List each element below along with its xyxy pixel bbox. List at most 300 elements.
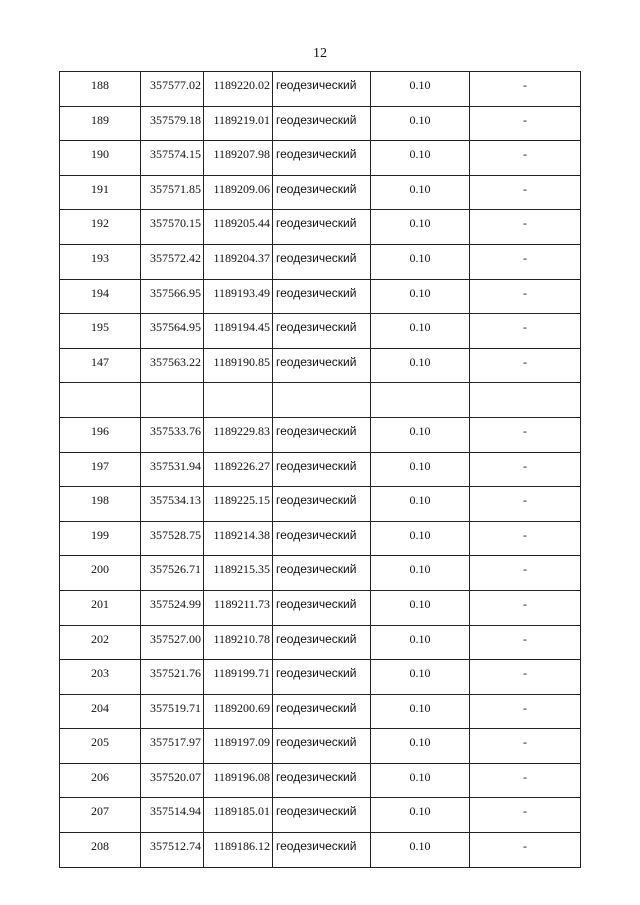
y-coordinate-cell	[204, 348, 273, 383]
method-cell-text: геодезический	[276, 735, 357, 750]
y-coordinate-cell	[204, 763, 273, 798]
accuracy-cell-text: 0.10	[409, 423, 431, 438]
x-coordinate-cell-text	[141, 383, 201, 389]
table-row	[60, 314, 581, 349]
x-coordinate-cell	[141, 279, 204, 314]
table-row	[60, 348, 581, 383]
x-coordinate-cell	[141, 72, 204, 107]
y-coordinate-cell-text: 1189215.35	[213, 562, 270, 577]
y-coordinate-cell-text: 1189229.83	[213, 423, 270, 438]
accuracy-cell	[371, 729, 470, 764]
description-cell-text	[470, 383, 580, 389]
y-coordinate-cell	[204, 625, 273, 660]
description-cell	[470, 314, 581, 349]
y-coordinate-cell-text: 1189211.73	[213, 596, 270, 611]
x-coordinate-cell	[141, 833, 204, 868]
point-number-cell	[60, 210, 141, 245]
y-coordinate-cell	[204, 833, 273, 868]
accuracy-cell	[371, 487, 470, 522]
accuracy-cell-text: 0.10	[409, 769, 431, 784]
method-cell-text	[276, 383, 370, 389]
coordinates-table	[59, 71, 581, 868]
y-coordinate-cell	[204, 521, 273, 556]
x-coordinate-cell-text: 357528.75	[150, 527, 201, 542]
point-number-cell	[60, 521, 141, 556]
accuracy-cell-text: 0.10	[409, 354, 431, 369]
method-cell-text: геодезический	[276, 562, 357, 577]
point-number-cell	[60, 729, 141, 764]
method-cell	[273, 279, 371, 314]
table-row	[60, 590, 581, 625]
x-coordinate-cell-text: 357524.99	[150, 596, 201, 611]
accuracy-cell	[371, 590, 470, 625]
method-cell	[273, 244, 371, 279]
x-coordinate-cell-text: 357579.18	[150, 112, 201, 127]
point-number-cell	[60, 660, 141, 695]
point-number-cell-text: 191	[91, 181, 109, 196]
point-number-cell-text: 204	[91, 700, 109, 715]
description-cell	[470, 487, 581, 522]
point-number-cell-text: 208	[91, 839, 109, 854]
description-cell	[470, 521, 581, 556]
x-coordinate-cell	[141, 625, 204, 660]
table-row	[60, 729, 581, 764]
description-cell	[470, 348, 581, 383]
table-row	[60, 141, 581, 176]
accuracy-cell	[371, 833, 470, 868]
method-cell	[273, 106, 371, 141]
x-coordinate-cell-text: 357514.94	[150, 804, 201, 819]
method-cell-text: геодезический	[276, 839, 357, 854]
y-coordinate-cell	[204, 660, 273, 695]
y-coordinate-cell	[204, 452, 273, 487]
point-number-cell-text: 192	[91, 216, 109, 231]
x-coordinate-cell	[141, 417, 204, 452]
description-cell	[470, 763, 581, 798]
x-coordinate-cell-text: 357526.71	[150, 562, 201, 577]
accuracy-cell	[371, 72, 470, 107]
x-coordinate-cell-text: 357520.07	[150, 769, 201, 784]
point-number-cell	[60, 383, 141, 418]
y-coordinate-cell	[204, 383, 273, 418]
table-row	[60, 798, 581, 833]
description-cell	[470, 729, 581, 764]
table-row	[60, 106, 581, 141]
x-coordinate-cell	[141, 590, 204, 625]
table-row	[60, 72, 581, 107]
y-coordinate-cell-text: 1189204.37	[213, 250, 270, 265]
x-coordinate-cell-text: 357564.95	[150, 320, 201, 335]
accuracy-cell-text: 0.10	[409, 216, 431, 231]
table-row	[60, 244, 581, 279]
description-cell-text: -	[523, 216, 527, 231]
x-coordinate-cell-text: 357534.13	[150, 493, 201, 508]
accuracy-cell-text: 0.10	[409, 493, 431, 508]
point-number-cell-text: 190	[91, 147, 109, 162]
y-coordinate-cell-text: 1189194.45	[213, 320, 270, 335]
point-number-cell	[60, 175, 141, 210]
x-coordinate-cell-text: 357533.76	[150, 423, 201, 438]
accuracy-cell	[371, 175, 470, 210]
x-coordinate-cell-text: 357574.15	[150, 147, 201, 162]
x-coordinate-cell	[141, 660, 204, 695]
description-cell-text: -	[523, 458, 527, 473]
accuracy-cell-text: 0.10	[409, 285, 431, 300]
point-number-cell-text: 202	[91, 631, 109, 646]
description-cell	[470, 660, 581, 695]
accuracy-cell	[371, 314, 470, 349]
description-cell	[470, 106, 581, 141]
accuracy-cell-text: 0.10	[409, 666, 431, 681]
table-row	[60, 487, 581, 522]
x-coordinate-cell-text: 357512.74	[150, 839, 201, 854]
point-number-cell	[60, 244, 141, 279]
method-cell	[273, 452, 371, 487]
y-coordinate-cell-text: 1189186.12	[213, 839, 270, 854]
x-coordinate-cell	[141, 210, 204, 245]
accuracy-cell	[371, 417, 470, 452]
point-number-cell-text	[60, 383, 140, 389]
description-cell-text: -	[523, 354, 527, 369]
y-coordinate-cell	[204, 314, 273, 349]
method-cell	[273, 798, 371, 833]
accuracy-cell	[371, 244, 470, 279]
point-number-cell	[60, 417, 141, 452]
point-number-cell	[60, 279, 141, 314]
description-cell	[470, 72, 581, 107]
accuracy-cell-text: 0.10	[409, 700, 431, 715]
method-cell-text: геодезический	[276, 527, 357, 542]
point-number-cell	[60, 141, 141, 176]
y-coordinate-cell	[204, 590, 273, 625]
method-cell-text: геодезический	[276, 354, 357, 369]
y-coordinate-cell-text: 1189200.69	[213, 700, 270, 715]
accuracy-cell-text: 0.10	[409, 839, 431, 854]
method-cell-text: геодезический	[276, 285, 357, 300]
accuracy-cell	[371, 521, 470, 556]
method-cell	[273, 556, 371, 591]
description-cell-text: -	[523, 493, 527, 508]
point-number-cell-text: 193	[91, 250, 109, 265]
point-number-cell	[60, 314, 141, 349]
description-cell	[470, 556, 581, 591]
x-coordinate-cell	[141, 348, 204, 383]
description-cell-text: -	[523, 735, 527, 750]
description-cell	[470, 625, 581, 660]
table-body	[60, 72, 581, 868]
point-number-cell	[60, 798, 141, 833]
accuracy-cell-text: 0.10	[409, 147, 431, 162]
method-cell	[273, 590, 371, 625]
description-cell-text: -	[523, 423, 527, 438]
point-number-cell-text: 196	[91, 423, 109, 438]
y-coordinate-cell	[204, 141, 273, 176]
method-cell-text: геодезический	[276, 631, 357, 646]
description-cell	[470, 141, 581, 176]
x-coordinate-cell-text: 357519.71	[150, 700, 201, 715]
description-cell-text: -	[523, 700, 527, 715]
point-number-cell	[60, 106, 141, 141]
y-coordinate-cell-text: 1189197.09	[213, 735, 270, 750]
x-coordinate-cell-text: 357531.94	[150, 458, 201, 473]
description-cell	[470, 452, 581, 487]
table-row	[60, 279, 581, 314]
point-number-cell-text: 197	[91, 458, 109, 473]
table-row	[60, 556, 581, 591]
y-coordinate-cell-text: 1189205.44	[213, 216, 270, 231]
point-number-cell	[60, 763, 141, 798]
method-cell	[273, 487, 371, 522]
x-coordinate-cell	[141, 694, 204, 729]
description-cell	[470, 417, 581, 452]
method-cell	[273, 72, 371, 107]
accuracy-cell	[371, 210, 470, 245]
description-cell-text: -	[523, 181, 527, 196]
accuracy-cell-text: 0.10	[409, 181, 431, 196]
method-cell-text: геодезический	[276, 147, 357, 162]
accuracy-cell-text: 0.10	[409, 320, 431, 335]
x-coordinate-cell	[141, 244, 204, 279]
y-coordinate-cell	[204, 556, 273, 591]
x-coordinate-cell	[141, 798, 204, 833]
y-coordinate-cell	[204, 694, 273, 729]
accuracy-cell-text: 0.10	[409, 631, 431, 646]
y-coordinate-cell	[204, 279, 273, 314]
x-coordinate-cell-text: 357527.00	[150, 631, 201, 646]
accuracy-cell	[371, 106, 470, 141]
accuracy-cell	[371, 383, 470, 418]
method-cell-text: геодезический	[276, 666, 357, 681]
y-coordinate-cell	[204, 106, 273, 141]
y-coordinate-cell-text: 1189196.08	[213, 769, 270, 784]
point-number-cell-text: 205	[91, 735, 109, 750]
description-cell-text: -	[523, 839, 527, 854]
description-cell-text: -	[523, 769, 527, 784]
description-cell-text: -	[523, 78, 527, 92]
method-cell-text: геодезический	[276, 493, 357, 508]
accuracy-cell	[371, 141, 470, 176]
method-cell	[273, 210, 371, 245]
x-coordinate-cell	[141, 106, 204, 141]
method-cell	[273, 833, 371, 868]
table-row	[60, 210, 581, 245]
method-cell-text: геодезический	[276, 596, 357, 611]
method-cell	[273, 417, 371, 452]
description-cell	[470, 833, 581, 868]
method-cell-text: геодезический	[276, 216, 357, 231]
method-cell	[273, 141, 371, 176]
x-coordinate-cell-text: 357577.02	[150, 78, 201, 92]
method-cell	[273, 383, 371, 418]
y-coordinate-cell	[204, 798, 273, 833]
description-cell	[470, 210, 581, 245]
description-cell	[470, 383, 581, 418]
y-coordinate-cell-text: 1189209.06	[213, 181, 270, 196]
point-number-cell-text: 188	[91, 78, 109, 92]
accuracy-cell	[371, 556, 470, 591]
method-cell	[273, 763, 371, 798]
point-number-cell	[60, 694, 141, 729]
description-cell-text: -	[523, 320, 527, 335]
accuracy-cell	[371, 625, 470, 660]
description-cell-text: -	[523, 631, 527, 646]
accuracy-cell	[371, 348, 470, 383]
y-coordinate-cell-text: 1189190.85	[213, 354, 270, 369]
description-cell-text: -	[523, 147, 527, 162]
table-row	[60, 175, 581, 210]
accuracy-cell-text: 0.10	[409, 562, 431, 577]
accuracy-cell	[371, 798, 470, 833]
y-coordinate-cell-text: 1189214.38	[213, 527, 270, 542]
x-coordinate-cell	[141, 487, 204, 522]
description-cell	[470, 279, 581, 314]
table-row	[60, 833, 581, 868]
accuracy-cell-text: 0.10	[409, 735, 431, 750]
x-coordinate-cell-text: 357566.95	[150, 285, 201, 300]
description-cell-text: -	[523, 285, 527, 300]
table-row	[60, 625, 581, 660]
method-cell	[273, 694, 371, 729]
point-number-cell-text: 189	[91, 112, 109, 127]
x-coordinate-cell	[141, 556, 204, 591]
x-coordinate-cell	[141, 729, 204, 764]
method-cell	[273, 625, 371, 660]
table-row	[60, 694, 581, 729]
description-cell-text: -	[523, 804, 527, 819]
accuracy-cell	[371, 694, 470, 729]
point-number-cell-text: 203	[91, 666, 109, 681]
point-number-cell-text: 147	[91, 354, 109, 369]
accuracy-cell-text: 0.10	[409, 112, 431, 127]
x-coordinate-cell-text: 357572.42	[150, 250, 201, 265]
table-row	[60, 763, 581, 798]
accuracy-cell	[371, 660, 470, 695]
description-cell	[470, 590, 581, 625]
point-number-cell-text: 194	[91, 285, 109, 300]
method-cell	[273, 348, 371, 383]
point-number-cell-text: 195	[91, 320, 109, 335]
y-coordinate-cell	[204, 729, 273, 764]
y-coordinate-cell-text: 1189226.27	[213, 458, 270, 473]
accuracy-cell-text: 0.10	[409, 78, 431, 92]
x-coordinate-cell-text: 357563.22	[150, 354, 201, 369]
point-number-cell-text: 199	[91, 527, 109, 542]
accuracy-cell	[371, 763, 470, 798]
accuracy-cell-text: 0.10	[409, 804, 431, 819]
x-coordinate-cell-text: 357570.15	[150, 216, 201, 231]
x-coordinate-cell	[141, 141, 204, 176]
description-cell-text: -	[523, 562, 527, 577]
y-coordinate-cell-text: 1189199.71	[213, 666, 270, 681]
point-number-cell-text: 206	[91, 769, 109, 784]
description-cell	[470, 175, 581, 210]
method-cell-text: геодезический	[276, 250, 357, 265]
method-cell-text: геодезический	[276, 78, 357, 92]
description-cell	[470, 798, 581, 833]
method-cell	[273, 314, 371, 349]
table-row	[60, 417, 581, 452]
point-number-cell	[60, 833, 141, 868]
description-cell-text: -	[523, 596, 527, 611]
x-coordinate-cell	[141, 452, 204, 487]
description-cell-text: -	[523, 250, 527, 265]
y-coordinate-cell	[204, 487, 273, 522]
accuracy-cell	[371, 279, 470, 314]
point-number-cell-text: 207	[91, 804, 109, 819]
method-cell-text: геодезический	[276, 769, 357, 784]
method-cell-text: геодезический	[276, 112, 357, 127]
y-coordinate-cell	[204, 210, 273, 245]
description-cell	[470, 694, 581, 729]
method-cell-text: геодезический	[276, 181, 357, 196]
y-coordinate-cell-text: 1189193.49	[213, 285, 270, 300]
table-row	[60, 660, 581, 695]
point-number-cell	[60, 348, 141, 383]
y-coordinate-cell-text: 1189207.98	[213, 147, 270, 162]
accuracy-cell-text: 0.10	[409, 596, 431, 611]
method-cell-text: геодезический	[276, 458, 357, 473]
table-row	[60, 452, 581, 487]
description-cell-text: -	[523, 666, 527, 681]
accuracy-cell-text: 0.10	[409, 527, 431, 542]
accuracy-cell	[371, 452, 470, 487]
point-number-cell-text: 200	[91, 562, 109, 577]
method-cell	[273, 660, 371, 695]
point-number-cell	[60, 625, 141, 660]
x-coordinate-cell	[141, 763, 204, 798]
description-cell-text: -	[523, 112, 527, 127]
x-coordinate-cell-text: 357521.76	[150, 666, 201, 681]
description-cell	[470, 244, 581, 279]
method-cell	[273, 521, 371, 556]
x-coordinate-cell-text: 357517.97	[150, 735, 201, 750]
method-cell-text: геодезический	[276, 320, 357, 335]
point-number-cell	[60, 452, 141, 487]
method-cell	[273, 175, 371, 210]
x-coordinate-cell-text: 357571.85	[150, 181, 201, 196]
point-number-cell	[60, 487, 141, 522]
y-coordinate-cell	[204, 72, 273, 107]
point-number-cell	[60, 556, 141, 591]
table-row	[60, 521, 581, 556]
point-number-cell-text: 198	[91, 493, 109, 508]
y-coordinate-cell-text: 1189219.01	[213, 112, 270, 127]
y-coordinate-cell	[204, 417, 273, 452]
y-coordinate-cell	[204, 244, 273, 279]
y-coordinate-cell-text: 1189225.15	[213, 493, 270, 508]
y-coordinate-cell-text: 1189210.78	[213, 631, 270, 646]
y-coordinate-cell-text	[204, 383, 270, 389]
y-coordinate-cell	[204, 175, 273, 210]
point-number-cell	[60, 72, 141, 107]
x-coordinate-cell	[141, 314, 204, 349]
method-cell-text: геодезический	[276, 804, 357, 819]
page-number: 12	[313, 46, 327, 61]
method-cell-text: геодезический	[276, 700, 357, 715]
description-cell-text: -	[523, 527, 527, 542]
x-coordinate-cell	[141, 175, 204, 210]
table-row	[60, 383, 581, 418]
accuracy-cell-text	[371, 383, 469, 389]
method-cell	[273, 729, 371, 764]
y-coordinate-cell-text: 1189185.01	[213, 804, 270, 819]
x-coordinate-cell	[141, 383, 204, 418]
point-number-cell-text: 201	[91, 596, 109, 611]
method-cell-text: геодезический	[276, 423, 357, 438]
accuracy-cell-text: 0.10	[409, 250, 431, 265]
accuracy-cell-text: 0.10	[409, 458, 431, 473]
y-coordinate-cell-text: 1189220.02	[213, 78, 270, 92]
